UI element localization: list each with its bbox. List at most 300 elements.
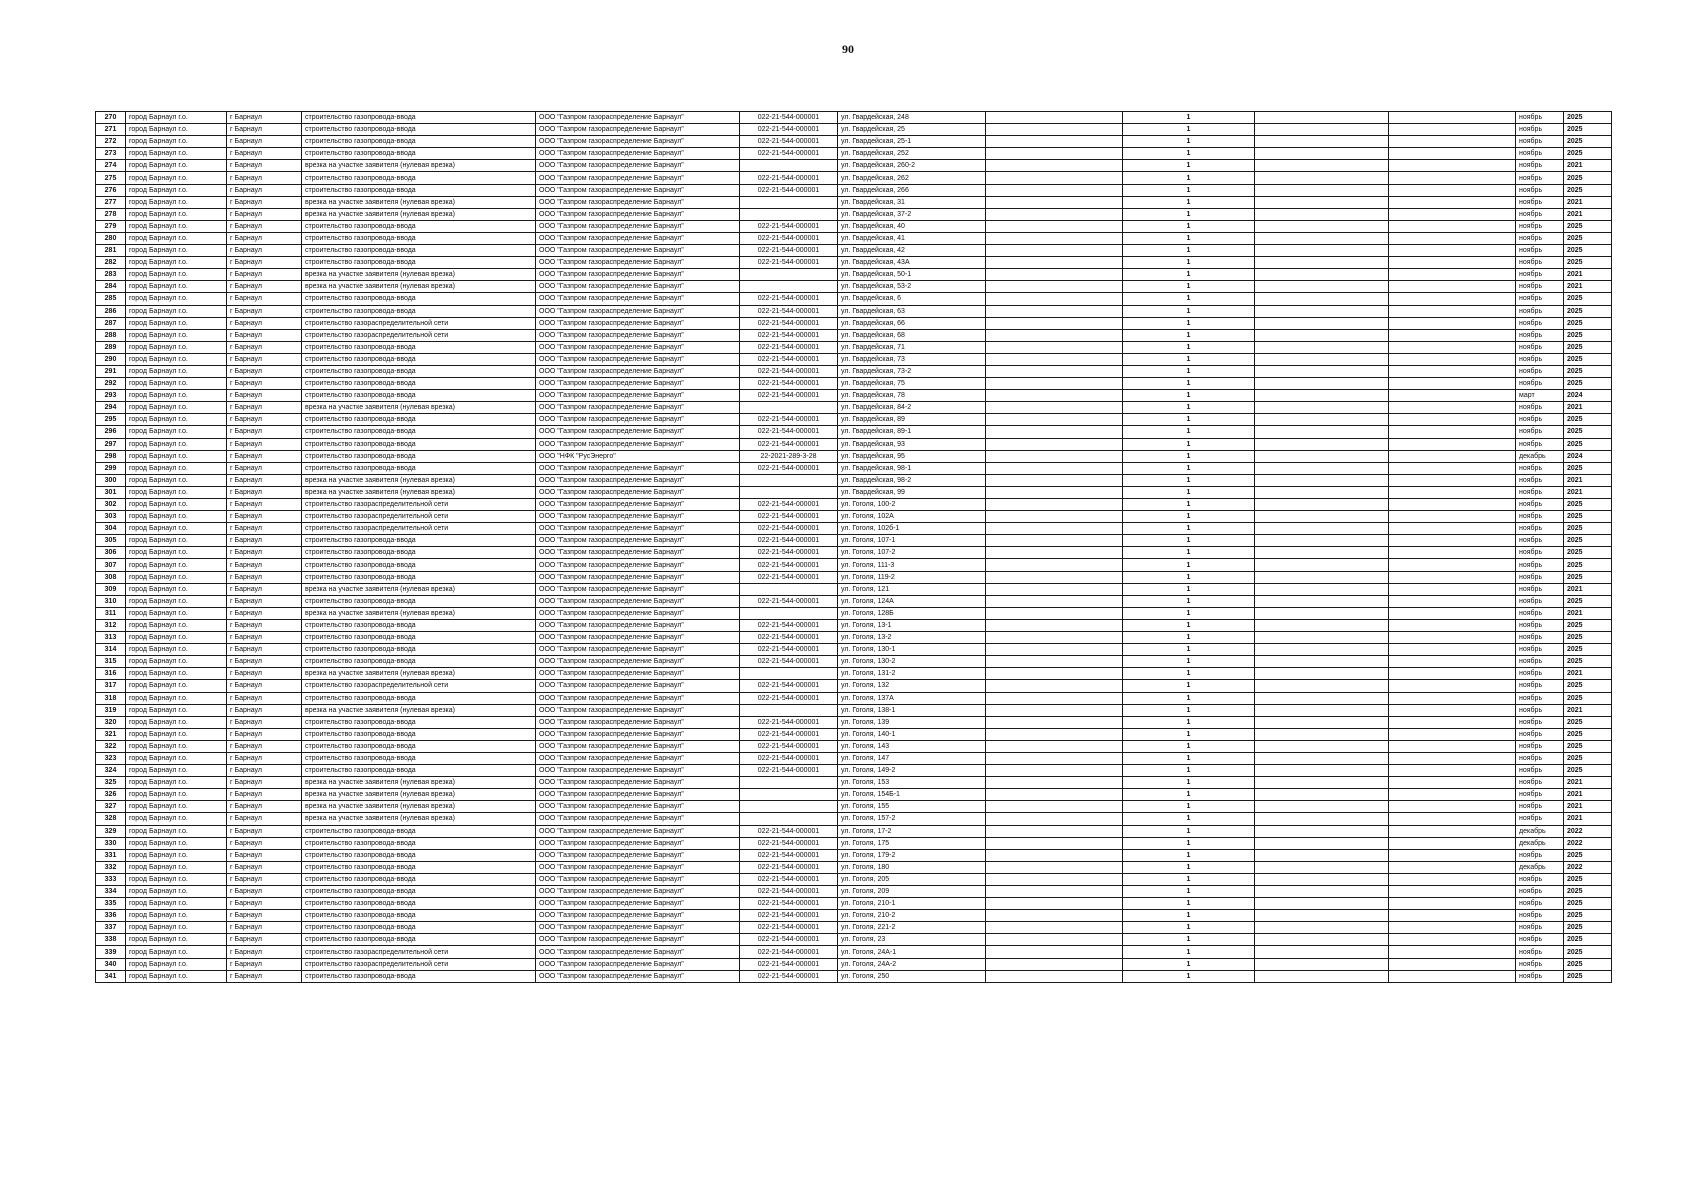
table-row — [96, 426, 1612, 438]
table-body — [96, 112, 1612, 983]
organization-cell: ООО "Газпром газораспределение Барнаул" — [536, 208, 740, 220]
address-cell: ул. Гвардейская, 25-1 — [838, 136, 986, 148]
municipality-cell: город Барнаул г.о. — [126, 390, 227, 402]
locality-cell: г Барнаул — [227, 632, 302, 644]
row-number-cell: 274 — [96, 160, 126, 172]
row-number-cell: 297 — [96, 438, 126, 450]
locality-cell: г Барнаул — [227, 619, 302, 631]
empty-cell — [1389, 486, 1516, 498]
table-row — [96, 402, 1612, 414]
empty-cell — [986, 341, 1123, 353]
address-cell: ул. Гоголя, 179-2 — [838, 849, 986, 861]
organization-cell: ООО "Газпром газораспределение Барнаул" — [536, 511, 740, 523]
municipality-cell: город Барнаул г.о. — [126, 801, 227, 813]
empty-cell — [1255, 559, 1389, 571]
quantity-cell: 1 — [1123, 898, 1255, 910]
month-cell: ноябрь — [1516, 293, 1564, 305]
locality-cell: г Барнаул — [227, 414, 302, 426]
quantity-cell: 1 — [1123, 196, 1255, 208]
registry-code-cell: 022-21-544-000001 — [740, 172, 838, 184]
empty-cell — [1389, 124, 1516, 136]
empty-cell — [1255, 160, 1389, 172]
address-cell: ул. Гвардейская, 98-1 — [838, 462, 986, 474]
municipality-cell: город Барнаул г.о. — [126, 523, 227, 535]
quantity-cell: 1 — [1123, 789, 1255, 801]
locality-cell: г Барнаул — [227, 825, 302, 837]
month-cell: ноябрь — [1516, 765, 1564, 777]
row-number-cell: 339 — [96, 946, 126, 958]
locality-cell: г Барнаул — [227, 607, 302, 619]
work-type-cell: врезка на участке заявителя (нулевая врезка) — [302, 704, 536, 716]
empty-cell — [986, 462, 1123, 474]
locality-cell: г Барнаул — [227, 184, 302, 196]
organization-cell: ООО "Газпром газораспределение Барнаул" — [536, 547, 740, 559]
locality-cell: г Барнаул — [227, 668, 302, 680]
quantity-cell: 1 — [1123, 535, 1255, 547]
work-type-cell: строительство газораспределительной сети — [302, 523, 536, 535]
work-type-cell: строительство газопровода-ввода — [302, 220, 536, 232]
empty-cell — [986, 849, 1123, 861]
quantity-cell: 1 — [1123, 861, 1255, 873]
registry-code-cell — [740, 269, 838, 281]
locality-cell: г Барнаул — [227, 873, 302, 885]
row-number-cell: 319 — [96, 704, 126, 716]
address-cell: ул. Гвардейская, 63 — [838, 305, 986, 317]
organization-cell: ООО "Газпром газораспределение Барнаул" — [536, 765, 740, 777]
work-type-cell: строительство газопровода-ввода — [302, 970, 536, 982]
empty-cell — [986, 523, 1123, 535]
empty-cell — [1255, 644, 1389, 656]
organization-cell: ООО "Газпром газораспределение Барнаул" — [536, 390, 740, 402]
organization-cell: ООО "Газпром газораспределение Барнаул" — [536, 728, 740, 740]
quantity-cell: 1 — [1123, 220, 1255, 232]
quantity-cell: 1 — [1123, 595, 1255, 607]
year-cell: 2024 — [1564, 390, 1612, 402]
organization-cell: ООО "Газпром газораспределение Барнаул" — [536, 124, 740, 136]
table-row — [96, 801, 1612, 813]
municipality-cell: город Барнаул г.о. — [126, 692, 227, 704]
address-cell: ул. Гоголя, 155 — [838, 801, 986, 813]
empty-cell — [1255, 402, 1389, 414]
organization-cell: ООО "Газпром газораспределение Барнаул" — [536, 704, 740, 716]
address-cell: ул. Гоголя, 210-1 — [838, 898, 986, 910]
locality-cell: г Барнаул — [227, 583, 302, 595]
table-row — [96, 571, 1612, 583]
address-cell: ул. Гоголя, 139 — [838, 716, 986, 728]
row-number-cell: 337 — [96, 922, 126, 934]
quantity-cell: 1 — [1123, 970, 1255, 982]
registry-code-cell — [740, 801, 838, 813]
row-number-cell: 300 — [96, 474, 126, 486]
quantity-cell: 1 — [1123, 148, 1255, 160]
empty-cell — [1389, 680, 1516, 692]
registry-code-cell: 022-21-544-000001 — [740, 656, 838, 668]
empty-cell — [1389, 777, 1516, 789]
row-number-cell: 279 — [96, 220, 126, 232]
municipality-cell: город Барнаул г.о. — [126, 112, 227, 124]
empty-cell — [1255, 196, 1389, 208]
municipality-cell: город Барнаул г.о. — [126, 595, 227, 607]
municipality-cell: город Барнаул г.о. — [126, 172, 227, 184]
row-number-cell: 285 — [96, 293, 126, 305]
empty-cell — [1255, 172, 1389, 184]
page-number: 90 — [842, 42, 854, 56]
locality-cell: г Барнаул — [227, 148, 302, 160]
organization-cell: ООО "Газпром газораспределение Барнаул" — [536, 329, 740, 341]
work-type-cell: строительство газопровода-ввода — [302, 837, 536, 849]
empty-cell — [986, 680, 1123, 692]
empty-cell — [1389, 535, 1516, 547]
month-cell: ноябрь — [1516, 644, 1564, 656]
year-cell: 2025 — [1564, 898, 1612, 910]
year-cell: 2025 — [1564, 245, 1612, 257]
registry-code-cell: 022-21-544-000001 — [740, 112, 838, 124]
locality-cell: г Барнаул — [227, 958, 302, 970]
municipality-cell: город Барнаул г.о. — [126, 196, 227, 208]
municipality-cell: город Барнаул г.о. — [126, 535, 227, 547]
row-number-cell: 273 — [96, 148, 126, 160]
year-cell: 2025 — [1564, 378, 1612, 390]
quantity-cell: 1 — [1123, 402, 1255, 414]
registry-code-cell: 022-21-544-000001 — [740, 571, 838, 583]
registry-code-cell: 022-21-544-000001 — [740, 728, 838, 740]
month-cell: ноябрь — [1516, 281, 1564, 293]
empty-cell — [1389, 958, 1516, 970]
year-cell: 2025 — [1564, 922, 1612, 934]
month-cell: ноябрь — [1516, 208, 1564, 220]
year-cell: 2025 — [1564, 934, 1612, 946]
table-row — [96, 474, 1612, 486]
empty-cell — [986, 136, 1123, 148]
empty-cell — [1389, 825, 1516, 837]
empty-cell — [1255, 245, 1389, 257]
locality-cell: г Барнаул — [227, 378, 302, 390]
quantity-cell: 1 — [1123, 523, 1255, 535]
locality-cell: г Барнаул — [227, 341, 302, 353]
year-cell: 2021 — [1564, 486, 1612, 498]
month-cell: март — [1516, 390, 1564, 402]
address-cell: ул. Гоголя, 130-1 — [838, 644, 986, 656]
organization-cell: ООО "Газпром газораспределение Барнаул" — [536, 136, 740, 148]
empty-cell — [1389, 632, 1516, 644]
table-row — [96, 752, 1612, 764]
row-number-cell: 280 — [96, 232, 126, 244]
empty-cell — [986, 910, 1123, 922]
empty-cell — [986, 704, 1123, 716]
month-cell: ноябрь — [1516, 486, 1564, 498]
empty-cell — [1255, 789, 1389, 801]
registry-code-cell: 022-21-544-000001 — [740, 438, 838, 450]
quantity-cell: 1 — [1123, 341, 1255, 353]
work-type-cell: строительство газопровода-ввода — [302, 124, 536, 136]
locality-cell: г Барнаул — [227, 680, 302, 692]
month-cell: ноябрь — [1516, 740, 1564, 752]
locality-cell: г Барнаул — [227, 220, 302, 232]
quantity-cell: 1 — [1123, 922, 1255, 934]
month-cell: ноябрь — [1516, 462, 1564, 474]
municipality-cell: город Барнаул г.о. — [126, 438, 227, 450]
empty-cell — [1255, 305, 1389, 317]
organization-cell: ООО "Газпром газораспределение Барнаул" — [536, 365, 740, 377]
locality-cell: г Барнаул — [227, 474, 302, 486]
empty-cell — [1255, 184, 1389, 196]
address-cell: ул. Гоголя, 138-1 — [838, 704, 986, 716]
address-cell: ул. Гвардейская, 84-2 — [838, 402, 986, 414]
organization-cell: ООО "Газпром газораспределение Барнаул" — [536, 740, 740, 752]
month-cell: ноябрь — [1516, 184, 1564, 196]
work-type-cell: строительство газопровода-ввода — [302, 450, 536, 462]
table-row — [96, 281, 1612, 293]
empty-cell — [986, 172, 1123, 184]
empty-cell — [1389, 922, 1516, 934]
empty-cell — [986, 438, 1123, 450]
locality-cell: г Барнаул — [227, 232, 302, 244]
table-row — [96, 849, 1612, 861]
empty-cell — [986, 583, 1123, 595]
locality-cell: г Барнаул — [227, 293, 302, 305]
year-cell: 2025 — [1564, 112, 1612, 124]
table-row — [96, 632, 1612, 644]
month-cell: ноябрь — [1516, 402, 1564, 414]
quantity-cell: 1 — [1123, 353, 1255, 365]
municipality-cell: город Барнаул г.о. — [126, 680, 227, 692]
work-type-cell: строительство газораспределительной сети — [302, 317, 536, 329]
registry-code-cell — [740, 583, 838, 595]
row-number-cell: 330 — [96, 837, 126, 849]
month-cell: ноябрь — [1516, 619, 1564, 631]
month-cell: ноябрь — [1516, 245, 1564, 257]
address-cell: ул. Гвардейская, 252 — [838, 148, 986, 160]
empty-cell — [1389, 414, 1516, 426]
locality-cell: г Барнаул — [227, 486, 302, 498]
empty-cell — [986, 837, 1123, 849]
organization-cell: ООО "Газпром газораспределение Барнаул" — [536, 692, 740, 704]
work-type-cell: врезка на участке заявителя (нулевая врезка) — [302, 789, 536, 801]
quantity-cell: 1 — [1123, 632, 1255, 644]
quantity-cell: 1 — [1123, 958, 1255, 970]
row-number-cell: 308 — [96, 571, 126, 583]
empty-cell — [1389, 257, 1516, 269]
empty-cell — [1389, 523, 1516, 535]
empty-cell — [1389, 583, 1516, 595]
address-cell: ул. Гоголя, 13-1 — [838, 619, 986, 631]
locality-cell: г Барнаул — [227, 450, 302, 462]
address-cell: ул. Гвардейская, 37-2 — [838, 208, 986, 220]
quantity-cell: 1 — [1123, 245, 1255, 257]
table-row — [96, 220, 1612, 232]
address-cell: ул. Гвардейская, 73-2 — [838, 365, 986, 377]
locality-cell: г Барнаул — [227, 813, 302, 825]
quantity-cell: 1 — [1123, 752, 1255, 764]
registry-code-cell: 022-21-544-000001 — [740, 934, 838, 946]
table-row — [96, 172, 1612, 184]
quantity-cell: 1 — [1123, 486, 1255, 498]
locality-cell: г Барнаул — [227, 946, 302, 958]
table-row — [96, 656, 1612, 668]
organization-cell: ООО "Газпром газораспределение Барнаул" — [536, 184, 740, 196]
empty-cell — [1255, 220, 1389, 232]
table-row — [96, 196, 1612, 208]
row-number-cell: 303 — [96, 511, 126, 523]
work-type-cell: врезка на участке заявителя (нулевая врезка) — [302, 777, 536, 789]
year-cell: 2025 — [1564, 946, 1612, 958]
address-cell: ул. Гвардейская, 42 — [838, 245, 986, 257]
empty-cell — [1255, 837, 1389, 849]
empty-cell — [986, 365, 1123, 377]
registry-code-cell: 022-21-544-000001 — [740, 378, 838, 390]
table-row — [96, 692, 1612, 704]
row-number-cell: 329 — [96, 825, 126, 837]
month-cell: ноябрь — [1516, 668, 1564, 680]
quantity-cell: 1 — [1123, 378, 1255, 390]
work-type-cell: строительство газопровода-ввода — [302, 886, 536, 898]
address-cell: ул. Гвардейская, 95 — [838, 450, 986, 462]
quantity-cell: 1 — [1123, 777, 1255, 789]
year-cell: 2022 — [1564, 861, 1612, 873]
empty-cell — [1255, 378, 1389, 390]
quantity-cell: 1 — [1123, 329, 1255, 341]
locality-cell: г Барнаул — [227, 922, 302, 934]
address-cell: ул. Гвардейская, 40 — [838, 220, 986, 232]
table-row — [96, 704, 1612, 716]
year-cell: 2025 — [1564, 632, 1612, 644]
locality-cell: г Барнаул — [227, 716, 302, 728]
registry-code-cell — [740, 474, 838, 486]
year-cell: 2025 — [1564, 511, 1612, 523]
empty-cell — [1255, 257, 1389, 269]
registry-code-cell — [740, 208, 838, 220]
empty-cell — [1389, 656, 1516, 668]
registry-code-cell — [740, 789, 838, 801]
table-row — [96, 462, 1612, 474]
registry-code-cell: 022-21-544-000001 — [740, 861, 838, 873]
empty-cell — [1389, 196, 1516, 208]
empty-cell — [1255, 656, 1389, 668]
address-cell: ул. Гвардейская, 262 — [838, 172, 986, 184]
row-number-cell: 307 — [96, 559, 126, 571]
quantity-cell: 1 — [1123, 607, 1255, 619]
empty-cell — [986, 329, 1123, 341]
quantity-cell: 1 — [1123, 704, 1255, 716]
year-cell: 2025 — [1564, 293, 1612, 305]
organization-cell: ООО "Газпром газораспределение Барнаул" — [536, 922, 740, 934]
work-type-cell: строительство газораспределительной сети — [302, 329, 536, 341]
organization-cell: ООО "Газпром газораспределение Барнаул" — [536, 402, 740, 414]
locality-cell: г Барнаул — [227, 535, 302, 547]
year-cell: 2021 — [1564, 704, 1612, 716]
empty-cell — [986, 414, 1123, 426]
empty-cell — [1389, 281, 1516, 293]
table-row — [96, 148, 1612, 160]
empty-cell — [986, 112, 1123, 124]
work-type-cell: строительство газопровода-ввода — [302, 632, 536, 644]
registry-code-cell: 022-21-544-000001 — [740, 740, 838, 752]
year-cell: 2025 — [1564, 873, 1612, 885]
row-number-cell: 328 — [96, 813, 126, 825]
month-cell: ноябрь — [1516, 595, 1564, 607]
organization-cell: ООО "Газпром газораспределение Барнаул" — [536, 946, 740, 958]
empty-cell — [986, 474, 1123, 486]
empty-cell — [986, 861, 1123, 873]
empty-cell — [1255, 632, 1389, 644]
organization-cell: ООО "Газпром газораспределение Барнаул" — [536, 752, 740, 764]
organization-cell: ООО "Газпром газораспределение Барнаул" — [536, 801, 740, 813]
registry-code-cell: 022-21-544-000001 — [740, 293, 838, 305]
municipality-cell: город Барнаул г.о. — [126, 898, 227, 910]
registry-code-cell: 022-21-544-000001 — [740, 462, 838, 474]
empty-cell — [1389, 547, 1516, 559]
quantity-cell: 1 — [1123, 365, 1255, 377]
locality-cell: г Барнаул — [227, 777, 302, 789]
empty-cell — [1255, 765, 1389, 777]
registry-code-cell — [740, 486, 838, 498]
empty-cell — [1389, 208, 1516, 220]
year-cell: 2021 — [1564, 160, 1612, 172]
table-row — [96, 184, 1612, 196]
empty-cell — [1255, 438, 1389, 450]
municipality-cell: город Барнаул г.о. — [126, 450, 227, 462]
municipality-cell: город Барнаул г.о. — [126, 245, 227, 257]
locality-cell: г Барнаул — [227, 704, 302, 716]
work-type-cell: строительство газопровода-ввода — [302, 462, 536, 474]
work-type-cell: строительство газопровода-ввода — [302, 172, 536, 184]
locality-cell: г Барнаул — [227, 740, 302, 752]
empty-cell — [1389, 728, 1516, 740]
work-type-cell: строительство газопровода-ввода — [302, 414, 536, 426]
municipality-cell: город Барнаул г.о. — [126, 583, 227, 595]
row-number-cell: 291 — [96, 365, 126, 377]
organization-cell: ООО "Газпром газораспределение Барнаул" — [536, 305, 740, 317]
municipality-cell: город Барнаул г.о. — [126, 148, 227, 160]
empty-cell — [1255, 390, 1389, 402]
organization-cell: ООО "Газпром газораспределение Барнаул" — [536, 438, 740, 450]
organization-cell: ООО "Газпром газораспределение Барнаул" — [536, 523, 740, 535]
empty-cell — [986, 196, 1123, 208]
locality-cell: г Барнаул — [227, 656, 302, 668]
quantity-cell: 1 — [1123, 160, 1255, 172]
empty-cell — [986, 535, 1123, 547]
month-cell: декабрь — [1516, 861, 1564, 873]
year-cell: 2025 — [1564, 644, 1612, 656]
row-number-cell: 287 — [96, 317, 126, 329]
empty-cell — [1255, 777, 1389, 789]
locality-cell: г Барнаул — [227, 910, 302, 922]
address-cell: ул. Гвардейская, 43А — [838, 257, 986, 269]
table-row — [96, 450, 1612, 462]
address-cell: ул. Гоголя, 137А — [838, 692, 986, 704]
row-number-cell: 301 — [96, 486, 126, 498]
work-type-cell: строительство газопровода-ввода — [302, 257, 536, 269]
registry-code-cell — [740, 777, 838, 789]
registry-code-cell — [740, 704, 838, 716]
empty-cell — [1255, 910, 1389, 922]
address-cell: ул. Гоголя, 107-2 — [838, 547, 986, 559]
quantity-cell: 1 — [1123, 426, 1255, 438]
month-cell: ноябрь — [1516, 886, 1564, 898]
registry-code-cell — [740, 813, 838, 825]
quantity-cell: 1 — [1123, 112, 1255, 124]
table-row — [96, 777, 1612, 789]
municipality-cell: город Барнаул г.о. — [126, 486, 227, 498]
quantity-cell: 1 — [1123, 414, 1255, 426]
work-type-cell: врезка на участке заявителя (нулевая врезка) — [302, 208, 536, 220]
municipality-cell: город Барнаул г.о. — [126, 402, 227, 414]
empty-cell — [1389, 619, 1516, 631]
municipality-cell: город Барнаул г.о. — [126, 619, 227, 631]
quantity-cell: 1 — [1123, 474, 1255, 486]
empty-cell — [1389, 148, 1516, 160]
locality-cell: г Барнаул — [227, 245, 302, 257]
